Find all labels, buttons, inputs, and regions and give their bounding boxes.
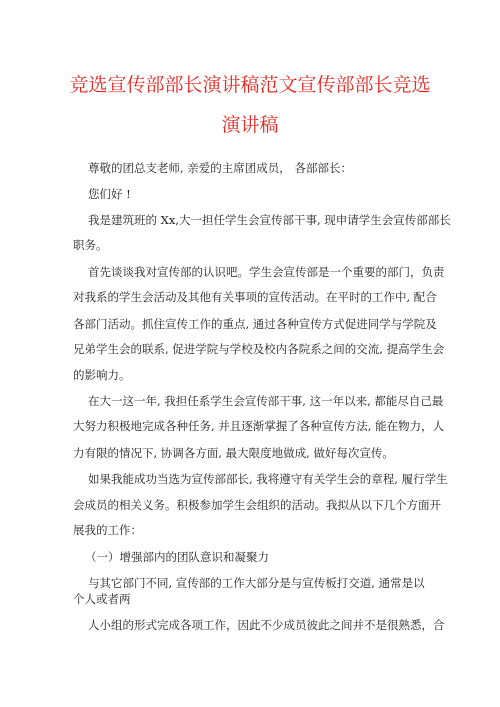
paragraph-line: 在大一这一年, 我担任系学生会宣传部干事, 这一年以来, 都能尽自己最 [88, 394, 444, 408]
paragraph-line: 个人或者两 [73, 592, 131, 606]
document-title-line-1: 竞选宣传部部长演讲稿范文宣传部部长竞选 [69, 74, 431, 96]
paragraph-line: 对我系的学生会活动及其他有关事项的宣传活动。在平时的工作中, 配合 [73, 290, 437, 304]
paragraph-line: 展我的工作： [73, 523, 142, 537]
section-heading: （一）增强部内的团队意识和凝聚力 [85, 550, 269, 564]
paragraph-line: 会成员的相关义务。积极参加学生会组织的活动。我拟从以下几个方面开 [73, 498, 441, 512]
paragraph-line: 的影响力。 [73, 368, 131, 382]
paragraph-line: 人小组的形式完成各项工作，因此不少成员彼此之间并不是很熟悉，合 [88, 618, 445, 632]
paragraph-line: 各部门活动。抓住宣传工作的重点, 通过各种宣传方式促进同学与学院及 [73, 317, 437, 331]
paragraph-line: 兄弟学生会的联系, 促进学院与学校及校内各院系之间的交流, 提高学生会 [73, 342, 445, 356]
paragraph-line: 职务。 [73, 238, 108, 252]
paragraph-line: 首先谈谈我对宣传部的认识吧。学生会宣传部是一个重要的部门，负责 [88, 265, 445, 279]
document-title-line-2: 演讲稿 [221, 114, 279, 136]
paragraph-line: 与其它部门不同, 宣传部的工作大部分是与宣传板打交道, 通常是以 [88, 576, 425, 590]
paragraph-line: 尊敬的团总支老师, 亲爱的主席团成员， 各部部长： [88, 161, 352, 175]
paragraph-line: 我是建筑班的 Xx,大一担任学生会宣传部干事, 现申请学生会宣传部部长 [88, 213, 451, 227]
paragraph-line: 如果我能成功当选为宣传部部长, 我将遵守有关学生会的章程, 履行学生 [88, 472, 448, 486]
paragraph-line: 您们好 ! [88, 187, 131, 201]
paragraph-line: 力有限的情况下, 协调各方面, 最大限度地做成, 做好每次宣传。 [73, 446, 394, 460]
paragraph-line: 大努力积极地完成各种任务, 并且逐渐掌握了各种宣传方法, 能在物力，人 [73, 419, 445, 433]
